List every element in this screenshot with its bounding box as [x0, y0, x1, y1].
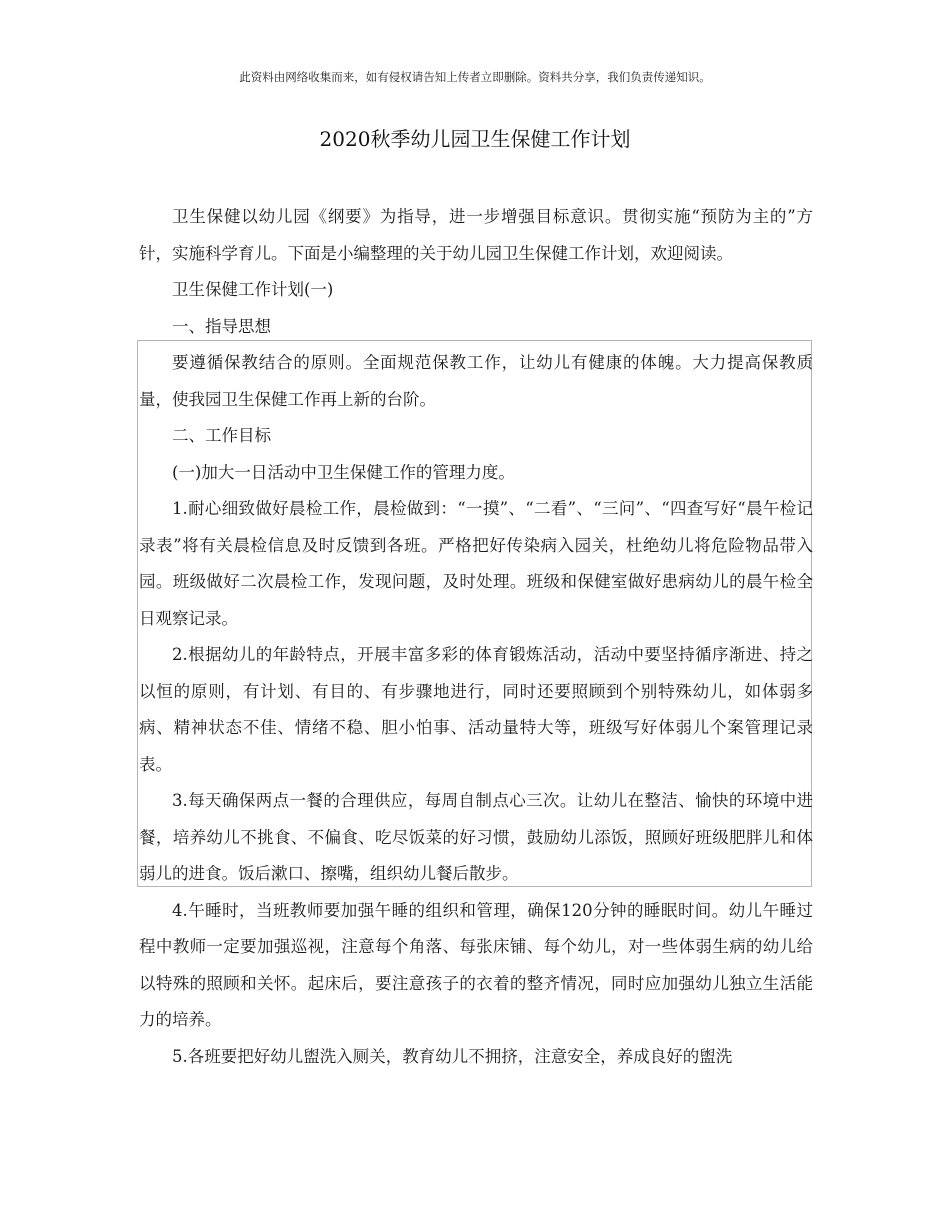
- subsection-heading: (一)加大一日活动中卫生保健工作的管理力度。: [172, 462, 515, 482]
- item-4-paragraph: 4.午睡时，当班教师要加强午睡的组织和管理，确保120分钟的睡眠时间。幼儿午睡过程中教师一定要加强巡视，注意每个角落、每张床铺、每个幼儿，对一些体弱生病的幼儿给以特殊的照顾和关怀。起床后，要注意孩子的衣着的整齐情况，同时应加强幼儿独立生活能力的培养。: [139, 900, 813, 1029]
- section-heading-work-goals: 二、工作目标: [172, 426, 271, 445]
- item-5-paragraph: 5.各班要把好幼儿盥洗入厕关，教育幼儿不拥挤，注意安全，养成良好的盥洗: [172, 1046, 733, 1066]
- item-3-paragraph: 3.每天确保两点一餐的合理供应，每周自制点心三次。让幼儿在整洁、愉快的环境中进餐，培养幼儿不挑食、不偏食、吃尽饭菜的好习惯，鼓励幼儿添饭，照顾好班级肥胖儿和体弱儿的进食。饭后漱口、擦嘴，组织幼儿餐后散步。: [139, 791, 813, 883]
- section-heading-guiding-ideology: 一、指导思想: [172, 316, 271, 336]
- item-1-paragraph: 1.耐心细致做好晨检工作，晨检做到：“一摸”、“二看”、“三问”、“四查写好“晨午检记录表”将有关晨检信息及时反馈到各班。严格把好传染病入园关，杜绝幼儿将危险物品带入园。班级做好二次晨检工作，发现问题，及时处理。班级和保健室做好患病幼儿的晨午检全日观察记录。: [139, 499, 813, 628]
- document-title: 2020秋季幼儿园卫生保健工作计划: [319, 127, 631, 151]
- copyright-notice: 此资料由网络收集而来，如有侵权请告知上传者立即删除。资料共分享，我们负责传递知识。: [239, 70, 711, 84]
- document-body: [139, 199, 813, 1075]
- item-2-paragraph: 2.根据幼儿的年龄特点，开展丰富多彩的体育锻炼活动，活动中要坚持循序渐进、持之以恒的原则，有计划、有目的、有步骤地进行，同时还要照顾到个别特殊幼儿，如体弱多病、精神状态不佳、情绪不稳、胆小怕事、活动量特大等，班级写好体弱儿个案管理记录表。: [139, 645, 813, 774]
- intro-paragraph: 卫生保健以幼儿园《纲要》为指导，进一步增强目标意识。贯彻实施“预防为主的”方针，实施科学育儿。下面是小编整理的关于幼儿园卫生保健工作计划，欢迎阅读。: [139, 207, 813, 263]
- plan-heading: 卫生保健工作计划(一): [172, 280, 334, 299]
- guiding-ideology-paragraph: 要遵循保教结合的原则。全面规范保教工作，让幼儿有健康的体魄。大力提高保教质量，使我园卫生保健工作再上新的台阶。: [139, 353, 813, 409]
